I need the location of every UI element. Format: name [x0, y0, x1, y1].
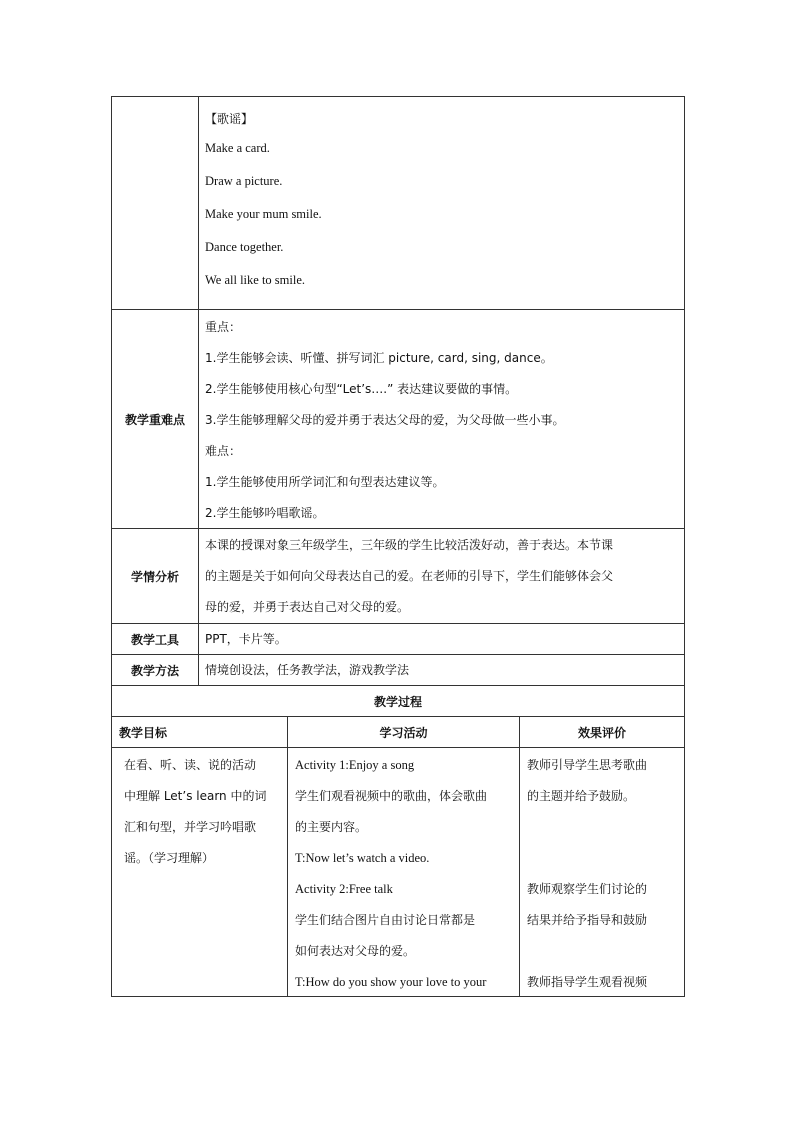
lesson-plan-table — [111, 96, 685, 997]
student-analysis-cell — [199, 529, 685, 624]
song-line: Make your mum smile. — [205, 207, 322, 221]
activity-line: 如何表达对父母的爱。 — [295, 944, 416, 958]
song-heading: 【歌谣】 — [205, 112, 254, 126]
methods-cell — [199, 655, 685, 686]
tools-label: 教学工具 — [112, 624, 199, 655]
analysis-line: 的主题是关于如何向父母表达自己的爱。在老师的引导下，学生们能够体会父 — [205, 569, 614, 583]
key-line: 1.学生能够会读、听懂、拼写词汇 picture, card, sing, dance。 — [205, 351, 553, 365]
key-points-label: 教学重难点 — [112, 310, 199, 529]
evaluation-line — [527, 850, 680, 881]
evaluation-line: 的主题并给予鼓励。 — [527, 789, 636, 803]
key-line: 2.学生能够吟唱歌谣。 — [205, 506, 325, 520]
key-line: 3.学生能够理解父母的爱并勇于表达父母的爱，为父母做一些小事。 — [205, 413, 565, 427]
song-line: Make a card. — [205, 141, 270, 155]
key-points-row — [112, 310, 685, 529]
song-line: We all like to smile. — [205, 273, 306, 287]
song-line: Draw a picture. — [205, 174, 283, 188]
activity-line: T:Now let’s watch a video. — [295, 851, 430, 865]
activity-line: Activity 2:Free talk — [295, 882, 393, 896]
evaluation-line: 教师引导学生思考歌曲 — [527, 758, 648, 772]
activity-line: T:How do you show your love to your — [295, 975, 487, 989]
activity-cell — [288, 748, 520, 997]
tools-row — [112, 624, 685, 655]
analysis-line: 母的爱，并勇于表达自己对父母的爱。 — [205, 600, 410, 614]
methods-label: 教学方法 — [112, 655, 199, 686]
key-line: 1.学生能够使用所学词汇和句型表达建议等。 — [205, 475, 445, 489]
activity-line: Activity 1:Enjoy a song — [295, 758, 415, 772]
goal-line: 中理解 Let’s learn 中的词 — [124, 789, 267, 803]
evaluation-line: 结果并给予指导和鼓励 — [527, 913, 648, 927]
song-line: Dance together. — [205, 240, 284, 254]
tools-cell — [199, 624, 685, 655]
header-goal: 教学目标 — [112, 717, 288, 748]
evaluation-line: 教师观察学生们讨论的 — [527, 882, 648, 896]
evaluation-cell — [520, 748, 685, 997]
header-evaluation: 效果评价 — [520, 717, 685, 748]
key-points-cell — [199, 310, 685, 529]
goal-line: 在看、听、读、说的活动 — [124, 758, 257, 772]
analysis-line: 本课的授课对象三年级学生，三年级的学生比较活泼好动，善于表达。本节课 — [205, 538, 614, 552]
goal-line: 谣。（学习理解） — [124, 851, 215, 865]
activity-line: 学生们观看视频中的歌曲，体会歌曲 — [295, 789, 488, 803]
process-body-row — [112, 748, 685, 997]
header-activity: 学习活动 — [288, 717, 520, 748]
student-analysis-label: 学情分析 — [112, 529, 199, 624]
key-line: 难点： — [205, 444, 242, 458]
methods-row — [112, 655, 685, 686]
process-title-row — [112, 686, 685, 717]
tools-value: PPT，卡片等。 — [205, 632, 287, 646]
goal-cell — [112, 748, 288, 997]
activity-line: 的主要内容。 — [295, 820, 368, 834]
process-header-row — [112, 717, 685, 748]
evaluation-line — [527, 819, 680, 850]
song-row — [112, 97, 685, 310]
key-line: 2.学生能够使用核心句型“Let’s….” 表达建议要做的事情。 — [205, 382, 518, 396]
process-title: 教学过程 — [112, 686, 685, 717]
activity-line: 学生们结合图片自由讨论日常都是 — [295, 913, 476, 927]
student-analysis-row — [112, 529, 685, 624]
evaluation-line: 教师指导学生观看视频 — [527, 975, 648, 989]
song-content-cell — [199, 97, 685, 310]
evaluation-line — [527, 943, 680, 974]
methods-value: 情境创设法，任务教学法，游戏教学法 — [205, 663, 410, 677]
key-line: 重点： — [205, 320, 242, 334]
song-label-cell — [112, 97, 199, 310]
goal-line: 汇和句型，并学习吟唱歌 — [124, 820, 257, 834]
